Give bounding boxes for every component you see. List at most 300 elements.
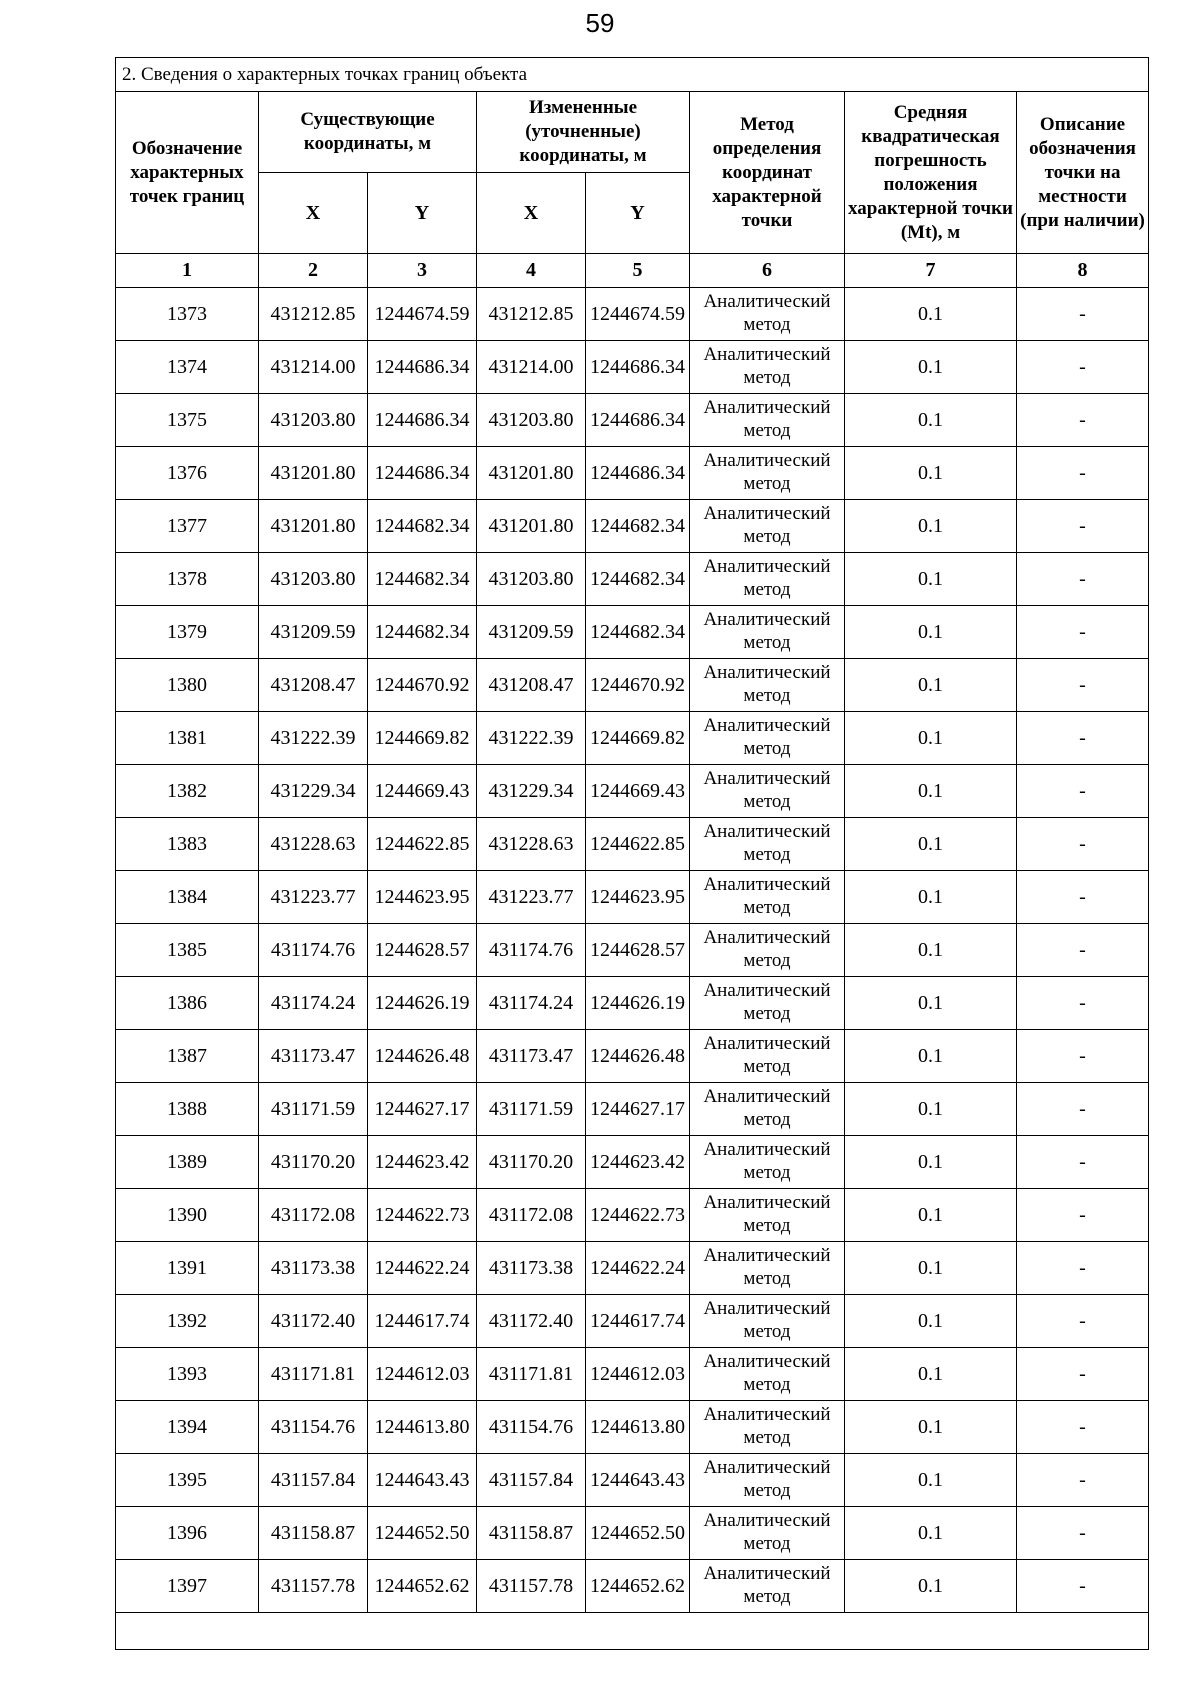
changed-x-cell: 431157.78	[477, 1560, 586, 1613]
point-id-cell: 1375	[116, 394, 259, 447]
method-line-2: метод	[743, 1533, 791, 1554]
existing-x-cell: 431203.80	[259, 394, 368, 447]
method-line-2: метод	[743, 473, 791, 494]
existing-y-cell: 1244674.59	[368, 288, 477, 341]
changed-y-cell: 1244643.43	[586, 1454, 690, 1507]
method-line-2: метод	[743, 632, 791, 653]
existing-x-cell: 431201.80	[259, 447, 368, 500]
description-cell: -	[1017, 288, 1149, 341]
method-line-2: метод	[743, 526, 791, 547]
changed-y-cell: 1244622.24	[586, 1242, 690, 1295]
table-row	[116, 871, 1149, 924]
description-cell: -	[1017, 606, 1149, 659]
changed-x-cell: 431214.00	[477, 341, 586, 394]
existing-x-cell: 431173.38	[259, 1242, 368, 1295]
table-row	[116, 341, 1149, 394]
method-line-1: Аналитический	[703, 768, 831, 789]
description-cell: -	[1017, 553, 1149, 606]
method-line-2: метод	[743, 420, 791, 441]
existing-y-cell: 1244652.62	[368, 1560, 477, 1613]
existing-x-cell: 431208.47	[259, 659, 368, 712]
table-row	[116, 977, 1149, 1030]
changed-y-cell: 1244670.92	[586, 659, 690, 712]
mt-cell: 0.1	[845, 1454, 1017, 1507]
method-line-1: Аналитический	[703, 556, 831, 577]
empty-footer-row	[116, 1613, 1149, 1650]
changed-y-cell: 1244686.34	[586, 341, 690, 394]
method-line-2: метод	[743, 1109, 791, 1130]
changed-y-cell: 1244626.48	[586, 1030, 690, 1083]
existing-x-cell: 431222.39	[259, 712, 368, 765]
mt-cell: 0.1	[845, 1401, 1017, 1454]
method-cell	[690, 288, 845, 341]
column-number: 2	[259, 254, 368, 288]
header-existing-x: X	[259, 173, 368, 254]
changed-x-cell: 431172.40	[477, 1295, 586, 1348]
existing-x-cell: 431157.78	[259, 1560, 368, 1613]
changed-y-cell: 1244622.85	[586, 818, 690, 871]
method-line-2: метод	[743, 738, 791, 759]
existing-y-cell: 1244643.43	[368, 1454, 477, 1507]
method-cell	[690, 500, 845, 553]
point-id-cell: 1390	[116, 1189, 259, 1242]
existing-y-cell: 1244626.48	[368, 1030, 477, 1083]
existing-y-cell: 1244612.03	[368, 1348, 477, 1401]
method-line-1: Аналитический	[703, 1033, 831, 1054]
point-id-cell: 1377	[116, 500, 259, 553]
changed-x-cell: 431201.80	[477, 447, 586, 500]
mt-cell: 0.1	[845, 1083, 1017, 1136]
method-line-1: Аналитический	[703, 1086, 831, 1107]
point-id-cell: 1379	[116, 606, 259, 659]
method-cell	[690, 1242, 845, 1295]
header-changed-x: X	[477, 173, 586, 254]
method-line-2: метод	[743, 314, 791, 335]
changed-y-cell: 1244682.34	[586, 500, 690, 553]
description-cell: -	[1017, 871, 1149, 924]
changed-y-cell: 1244623.42	[586, 1136, 690, 1189]
method-cell	[690, 1454, 845, 1507]
table-row	[116, 818, 1149, 871]
changed-y-cell: 1244612.03	[586, 1348, 690, 1401]
method-line-1: Аналитический	[703, 662, 831, 683]
point-id-cell: 1392	[116, 1295, 259, 1348]
existing-x-cell: 431170.20	[259, 1136, 368, 1189]
method-line-1: Аналитический	[703, 1404, 831, 1425]
column-number: 1	[116, 254, 259, 288]
mt-cell: 0.1	[845, 1030, 1017, 1083]
changed-x-cell: 431173.38	[477, 1242, 586, 1295]
description-cell: -	[1017, 1242, 1149, 1295]
existing-y-cell: 1244670.92	[368, 659, 477, 712]
mt-cell: 0.1	[845, 288, 1017, 341]
header-changed-y: Y	[586, 173, 690, 254]
point-id-cell: 1395	[116, 1454, 259, 1507]
mt-cell: 0.1	[845, 924, 1017, 977]
existing-y-cell: 1244622.73	[368, 1189, 477, 1242]
changed-y-cell: 1244682.34	[586, 606, 690, 659]
description-cell: -	[1017, 394, 1149, 447]
changed-x-cell: 431208.47	[477, 659, 586, 712]
method-cell	[690, 712, 845, 765]
existing-y-cell: 1244682.34	[368, 606, 477, 659]
method-line-1: Аналитический	[703, 980, 831, 1001]
table-row	[116, 1030, 1149, 1083]
changed-y-cell: 1244617.74	[586, 1295, 690, 1348]
mt-cell: 0.1	[845, 500, 1017, 553]
changed-y-cell: 1244686.34	[586, 394, 690, 447]
mt-cell: 0.1	[845, 818, 1017, 871]
changed-y-cell: 1244623.95	[586, 871, 690, 924]
method-cell	[690, 1083, 845, 1136]
method-line-1: Аналитический	[703, 1192, 831, 1213]
changed-x-cell: 431209.59	[477, 606, 586, 659]
table-row	[116, 924, 1149, 977]
mt-cell: 0.1	[845, 1295, 1017, 1348]
table-row	[116, 712, 1149, 765]
existing-x-cell: 431214.00	[259, 341, 368, 394]
existing-y-cell: 1244682.34	[368, 553, 477, 606]
point-id-cell: 1386	[116, 977, 259, 1030]
column-number-row	[116, 254, 1149, 288]
mt-cell: 0.1	[845, 606, 1017, 659]
changed-y-cell: 1244686.34	[586, 447, 690, 500]
point-id-cell: 1393	[116, 1348, 259, 1401]
changed-x-cell: 431158.87	[477, 1507, 586, 1560]
method-cell	[690, 765, 845, 818]
description-cell: -	[1017, 659, 1149, 712]
table-row	[116, 1189, 1149, 1242]
description-cell: -	[1017, 341, 1149, 394]
point-id-cell: 1397	[116, 1560, 259, 1613]
method-cell	[690, 818, 845, 871]
table-row	[116, 1401, 1149, 1454]
method-line-1: Аналитический	[703, 450, 831, 471]
existing-y-cell: 1244617.74	[368, 1295, 477, 1348]
method-line-2: метод	[743, 950, 791, 971]
method-line-2: метод	[743, 1586, 791, 1607]
description-cell: -	[1017, 1560, 1149, 1613]
method-cell	[690, 1030, 845, 1083]
existing-y-cell: 1244682.34	[368, 500, 477, 553]
method-line-2: метод	[743, 1162, 791, 1183]
existing-y-cell: 1244622.85	[368, 818, 477, 871]
changed-y-cell: 1244652.50	[586, 1507, 690, 1560]
method-line-1: Аналитический	[703, 609, 831, 630]
method-line-2: метод	[743, 791, 791, 812]
existing-y-cell: 1244686.34	[368, 341, 477, 394]
method-line-2: метод	[743, 367, 791, 388]
changed-x-cell: 431228.63	[477, 818, 586, 871]
description-cell: -	[1017, 1454, 1149, 1507]
changed-y-cell: 1244682.34	[586, 553, 690, 606]
point-id-cell: 1396	[116, 1507, 259, 1560]
changed-x-cell: 431203.80	[477, 553, 586, 606]
point-id-cell: 1391	[116, 1242, 259, 1295]
description-cell: -	[1017, 712, 1149, 765]
point-id-cell: 1389	[116, 1136, 259, 1189]
table-row	[116, 1295, 1149, 1348]
existing-x-cell: 431172.40	[259, 1295, 368, 1348]
point-id-cell: 1383	[116, 818, 259, 871]
column-number: 8	[1017, 254, 1149, 288]
method-line-1: Аналитический	[703, 821, 831, 842]
method-cell	[690, 1507, 845, 1560]
mt-cell: 0.1	[845, 341, 1017, 394]
existing-x-cell: 431209.59	[259, 606, 368, 659]
existing-y-cell: 1244623.42	[368, 1136, 477, 1189]
method-line-2: метод	[743, 1056, 791, 1077]
existing-x-cell: 431157.84	[259, 1454, 368, 1507]
existing-x-cell: 431203.80	[259, 553, 368, 606]
mt-cell: 0.1	[845, 1348, 1017, 1401]
method-line-1: Аналитический	[703, 1563, 831, 1584]
changed-x-cell: 431171.81	[477, 1348, 586, 1401]
column-number: 3	[368, 254, 477, 288]
changed-x-cell: 431212.85	[477, 288, 586, 341]
point-id-cell: 1376	[116, 447, 259, 500]
changed-x-cell: 431170.20	[477, 1136, 586, 1189]
method-line-1: Аналитический	[703, 503, 831, 524]
method-line-1: Аналитический	[703, 927, 831, 948]
point-id-cell: 1387	[116, 1030, 259, 1083]
description-cell: -	[1017, 447, 1149, 500]
boundary-points-table	[115, 57, 1149, 1650]
existing-x-cell: 431171.59	[259, 1083, 368, 1136]
table-row	[116, 765, 1149, 818]
changed-y-cell: 1244613.80	[586, 1401, 690, 1454]
method-line-1: Аналитический	[703, 1457, 831, 1478]
header-changed-coordinates: Измененные (уточненные) координаты, м	[477, 92, 690, 173]
method-cell	[690, 1348, 845, 1401]
method-line-1: Аналитический	[703, 344, 831, 365]
existing-x-cell: 431223.77	[259, 871, 368, 924]
method-cell	[690, 1401, 845, 1454]
header-mean-square-error: Средняя квадратическая погрешность положения характерной точки (Mt), м	[845, 92, 1017, 254]
existing-x-cell: 431201.80	[259, 500, 368, 553]
changed-x-cell: 431201.80	[477, 500, 586, 553]
point-id-cell: 1374	[116, 341, 259, 394]
header-point-designation: Обозначение характерных точек границ	[116, 92, 259, 254]
header-method: Метод определения координат характерной точки	[690, 92, 845, 254]
method-line-1: Аналитический	[703, 291, 831, 312]
column-number: 5	[586, 254, 690, 288]
method-line-2: метод	[743, 1374, 791, 1395]
existing-x-cell: 431173.47	[259, 1030, 368, 1083]
method-line-1: Аналитический	[703, 1245, 831, 1266]
changed-y-cell: 1244628.57	[586, 924, 690, 977]
changed-x-cell: 431171.59	[477, 1083, 586, 1136]
changed-x-cell: 431223.77	[477, 871, 586, 924]
table-row	[116, 1507, 1149, 1560]
point-id-cell: 1384	[116, 871, 259, 924]
mt-cell: 0.1	[845, 765, 1017, 818]
description-cell: -	[1017, 1348, 1149, 1401]
changed-y-cell: 1244669.43	[586, 765, 690, 818]
column-number: 6	[690, 254, 845, 288]
changed-y-cell: 1244626.19	[586, 977, 690, 1030]
table-body	[116, 288, 1149, 1613]
column-number: 7	[845, 254, 1017, 288]
existing-x-cell: 431212.85	[259, 288, 368, 341]
mt-cell: 0.1	[845, 553, 1017, 606]
changed-x-cell: 431222.39	[477, 712, 586, 765]
method-line-1: Аналитический	[703, 1510, 831, 1531]
method-line-2: метод	[743, 1321, 791, 1342]
table-row	[116, 500, 1149, 553]
changed-x-cell: 431229.34	[477, 765, 586, 818]
point-id-cell: 1394	[116, 1401, 259, 1454]
table-row	[116, 1454, 1149, 1507]
method-line-2: метод	[743, 897, 791, 918]
table-row	[116, 394, 1149, 447]
description-cell: -	[1017, 500, 1149, 553]
section-title: 2. Сведения о характерных точках границ объекта	[116, 58, 1149, 92]
method-line-1: Аналитический	[703, 1298, 831, 1319]
method-cell	[690, 924, 845, 977]
header-point-description: Описание обозначения точки на местности (при наличии)	[1017, 92, 1149, 254]
description-cell: -	[1017, 1189, 1149, 1242]
existing-x-cell: 431171.81	[259, 1348, 368, 1401]
existing-y-cell: 1244627.17	[368, 1083, 477, 1136]
method-cell	[690, 553, 845, 606]
existing-y-cell: 1244628.57	[368, 924, 477, 977]
method-cell	[690, 394, 845, 447]
changed-y-cell: 1244674.59	[586, 288, 690, 341]
empty-cell	[116, 1613, 1149, 1650]
description-cell: -	[1017, 1083, 1149, 1136]
method-line-2: метод	[743, 1268, 791, 1289]
mt-cell: 0.1	[845, 712, 1017, 765]
method-cell	[690, 977, 845, 1030]
mt-cell: 0.1	[845, 977, 1017, 1030]
method-cell	[690, 341, 845, 394]
description-cell: -	[1017, 1295, 1149, 1348]
header-existing-coordinates: Существующие координаты, м	[259, 92, 477, 173]
existing-x-cell: 431174.24	[259, 977, 368, 1030]
method-line-2: метод	[743, 579, 791, 600]
changed-x-cell: 431154.76	[477, 1401, 586, 1454]
method-line-1: Аналитический	[703, 1139, 831, 1160]
description-cell: -	[1017, 1136, 1149, 1189]
description-cell: -	[1017, 1507, 1149, 1560]
changed-x-cell: 431174.76	[477, 924, 586, 977]
changed-x-cell: 431203.80	[477, 394, 586, 447]
table-header	[116, 58, 1149, 288]
description-cell: -	[1017, 924, 1149, 977]
changed-x-cell: 431173.47	[477, 1030, 586, 1083]
header-existing-y: Y	[368, 173, 477, 254]
description-cell: -	[1017, 818, 1149, 871]
changed-y-cell: 1244652.62	[586, 1560, 690, 1613]
changed-y-cell: 1244669.82	[586, 712, 690, 765]
method-cell	[690, 1189, 845, 1242]
existing-y-cell: 1244622.24	[368, 1242, 477, 1295]
existing-y-cell: 1244626.19	[368, 977, 477, 1030]
existing-x-cell: 431229.34	[259, 765, 368, 818]
table-row	[116, 288, 1149, 341]
description-cell: -	[1017, 765, 1149, 818]
changed-x-cell: 431157.84	[477, 1454, 586, 1507]
existing-x-cell: 431228.63	[259, 818, 368, 871]
point-id-cell: 1378	[116, 553, 259, 606]
existing-y-cell: 1244613.80	[368, 1401, 477, 1454]
method-cell	[690, 606, 845, 659]
table-row	[116, 1242, 1149, 1295]
method-line-1: Аналитический	[703, 715, 831, 736]
table-row	[116, 1136, 1149, 1189]
point-id-cell: 1380	[116, 659, 259, 712]
existing-x-cell: 431172.08	[259, 1189, 368, 1242]
table-row	[116, 1083, 1149, 1136]
method-line-2: метод	[743, 844, 791, 865]
point-id-cell: 1382	[116, 765, 259, 818]
changed-x-cell: 431174.24	[477, 977, 586, 1030]
mt-cell: 0.1	[845, 394, 1017, 447]
method-cell	[690, 1136, 845, 1189]
existing-x-cell: 431158.87	[259, 1507, 368, 1560]
table-row	[116, 447, 1149, 500]
changed-y-cell: 1244627.17	[586, 1083, 690, 1136]
method-cell	[690, 447, 845, 500]
existing-y-cell: 1244669.43	[368, 765, 477, 818]
method-line-2: метод	[743, 1215, 791, 1236]
description-cell: -	[1017, 977, 1149, 1030]
table-row	[116, 659, 1149, 712]
table-row	[116, 1348, 1149, 1401]
method-line-2: метод	[743, 685, 791, 706]
point-id-cell: 1385	[116, 924, 259, 977]
mt-cell: 0.1	[845, 1189, 1017, 1242]
existing-y-cell: 1244686.34	[368, 394, 477, 447]
table-row	[116, 606, 1149, 659]
point-id-cell: 1381	[116, 712, 259, 765]
mt-cell: 0.1	[845, 1242, 1017, 1295]
existing-x-cell: 431174.76	[259, 924, 368, 977]
column-number: 4	[477, 254, 586, 288]
existing-y-cell: 1244623.95	[368, 871, 477, 924]
description-cell: -	[1017, 1030, 1149, 1083]
method-cell	[690, 1295, 845, 1348]
method-cell	[690, 1560, 845, 1613]
changed-y-cell: 1244622.73	[586, 1189, 690, 1242]
method-line-1: Аналитический	[703, 397, 831, 418]
mt-cell: 0.1	[845, 1507, 1017, 1560]
existing-y-cell: 1244652.50	[368, 1507, 477, 1560]
mt-cell: 0.1	[845, 447, 1017, 500]
point-id-cell: 1373	[116, 288, 259, 341]
method-cell	[690, 659, 845, 712]
mt-cell: 0.1	[845, 1560, 1017, 1613]
mt-cell: 0.1	[845, 659, 1017, 712]
changed-x-cell: 431172.08	[477, 1189, 586, 1242]
method-line-2: метод	[743, 1480, 791, 1501]
point-id-cell: 1388	[116, 1083, 259, 1136]
mt-cell: 0.1	[845, 1136, 1017, 1189]
method-line-1: Аналитический	[703, 1351, 831, 1372]
existing-y-cell: 1244669.82	[368, 712, 477, 765]
page-number: 59	[585, 8, 615, 38]
method-cell	[690, 871, 845, 924]
existing-y-cell: 1244686.34	[368, 447, 477, 500]
description-cell: -	[1017, 1401, 1149, 1454]
existing-x-cell: 431154.76	[259, 1401, 368, 1454]
table-row	[116, 1560, 1149, 1613]
method-line-1: Аналитический	[703, 874, 831, 895]
method-line-2: метод	[743, 1427, 791, 1448]
mt-cell: 0.1	[845, 871, 1017, 924]
table-row	[116, 553, 1149, 606]
